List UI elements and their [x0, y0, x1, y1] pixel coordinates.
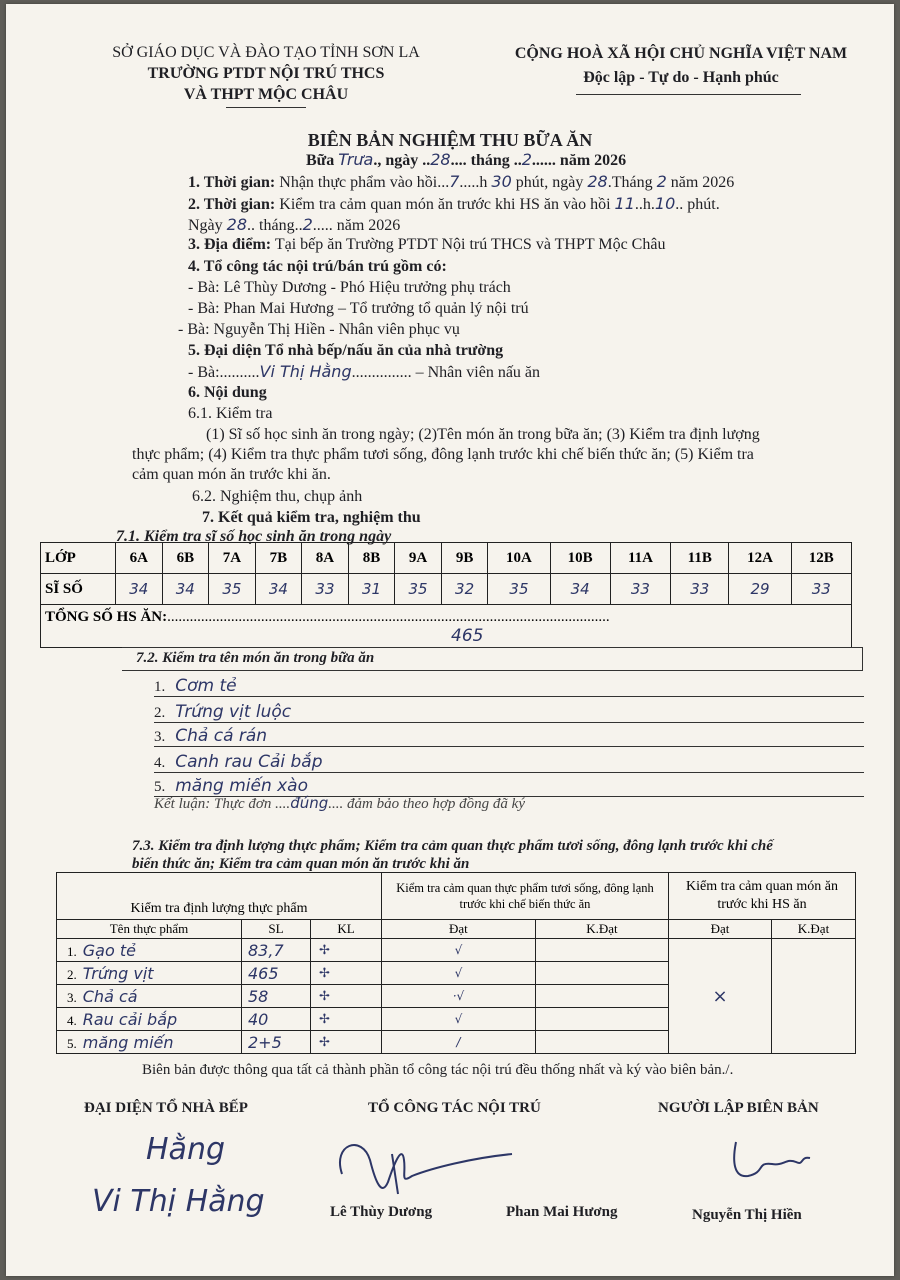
food-quantity: 465	[242, 962, 311, 985]
class-row-label: LỚP	[41, 543, 116, 574]
section-6-p3: cảm quan món ăn trước khi ăn.	[132, 466, 331, 483]
kitchen-rep-prefix: - Bà:..........	[188, 364, 260, 381]
col-name: Tên thực phẩm	[57, 920, 242, 939]
food-number: 5.	[67, 1035, 77, 1051]
dish-number: 2.	[154, 705, 166, 721]
food-weight-mark: ✢	[311, 1031, 382, 1054]
section-6-p2: thực phẩm; (4) Kiểm tra thực phẩm tươi sống, đông lạnh trước khi chế biến thức ăn; (5) Kiểm tra	[132, 446, 754, 463]
class-cell: 12A	[729, 543, 791, 574]
section-1-h: .....h	[459, 174, 492, 191]
food-number: 1.	[67, 943, 77, 959]
food-number: 3.	[67, 989, 77, 1005]
member-1: - Bà: Lê Thùy Dương - Phó Hiệu trưởng phụ trách	[188, 279, 511, 296]
food-quantity: 40	[242, 1008, 311, 1031]
class-cell: 11A	[610, 543, 670, 574]
dish-item	[154, 676, 864, 697]
food-quantity: 83,7	[242, 939, 311, 962]
section-3-label: 3. Địa điểm:	[188, 236, 272, 253]
fresh-fail-mark	[535, 985, 668, 1008]
subtitle-day: 28	[430, 150, 451, 169]
doc-title: BIÊN BẢN NGHIỆM THU BỮA ĂN	[307, 130, 593, 150]
class-cell: 9A	[395, 543, 442, 574]
conclusion-suffix: .... đảm bảo theo hợp đồng đã ký	[328, 796, 525, 812]
dish-item	[154, 752, 864, 773]
food-number: 4.	[67, 1012, 77, 1028]
class-cell: 10B	[550, 543, 610, 574]
motto: Độc lập - Tự do - Hạnh phúc	[583, 69, 779, 86]
food-name-cell	[57, 962, 242, 985]
count-cell: 33	[610, 574, 670, 605]
section-2-h: ..h.	[634, 196, 655, 213]
col-pass-2: Đạt	[669, 920, 772, 939]
dish-name: Chả cá rán	[175, 726, 268, 746]
count-cell: 33	[302, 574, 349, 605]
food-number: 2.	[67, 966, 77, 982]
food-weight-mark: ✢	[311, 962, 382, 985]
food-name: Trứng vịt	[82, 963, 154, 983]
fresh-fail-mark	[535, 1031, 668, 1054]
section-6-2: 6.2. Nghiệm thu, chụp ảnh	[192, 488, 363, 505]
fresh-pass-mark: √	[382, 962, 536, 985]
cooked-pass-mark: ×	[669, 939, 772, 1054]
section-6-p1: (1) Sĩ số học sinh ăn trong ngày; (2)Tên món ăn trong bữa ăn; (3) Kiểm tra định lượng	[206, 426, 760, 443]
dish-number: 3.	[154, 729, 166, 745]
section-2-min-label: .. phút.	[675, 196, 720, 213]
class-cell: 8B	[348, 543, 395, 574]
fresh-pass-mark: /	[382, 1031, 536, 1054]
receive-month: 2	[656, 172, 667, 191]
author-sig-title: NGƯỜI LẬP BIÊN BẢN	[658, 1100, 819, 1116]
meal-prefix: Bữa	[306, 152, 335, 169]
approval-note: Biên bản được thông qua tất cả thành phần tổ công tác nội trú đều thống nhất và ký vào biên bản./.	[142, 1062, 734, 1078]
class-row	[41, 543, 852, 574]
dish-name: măng miến xào	[175, 776, 308, 796]
check-hour: 11	[614, 194, 635, 213]
section-2-month-label: .. tháng..	[247, 217, 303, 234]
count-cell: 34	[255, 574, 302, 605]
dish-name: Canh rau Cải bắp	[175, 752, 323, 772]
class-cell: 12B	[791, 543, 851, 574]
food-name-cell	[57, 1008, 242, 1031]
food-name: Rau cải bắp	[82, 1009, 178, 1029]
republic-name: CỘNG HOÀ XÃ HỘI CHỦ NGHĨA VIỆT NAM	[514, 45, 848, 62]
count-cell: 35	[209, 574, 256, 605]
dish-number: 4.	[154, 755, 166, 771]
food-name-cell	[57, 939, 242, 962]
quality-header	[57, 873, 856, 920]
quality-subheader	[57, 920, 856, 939]
motto-underline	[576, 94, 801, 95]
col-sl: SL	[242, 920, 311, 939]
kitchen-sig-title: ĐẠI DIỆN TỔ NHÀ BẾP	[84, 1100, 248, 1116]
section-1-day-label: phút, ngày	[511, 174, 588, 191]
section-2-year: ..... năm 2026	[312, 217, 401, 234]
section-6-1: 6.1. Kiểm tra	[188, 405, 273, 422]
header-right	[486, 42, 876, 90]
header-left	[106, 42, 426, 105]
food-name: Gạo tẻ	[82, 940, 136, 960]
count-cell: 32	[441, 574, 488, 605]
count-cell: 33	[671, 574, 729, 605]
section-7-2: 7.2. Kiểm tra tên món ăn trong bữa ăn	[136, 650, 375, 666]
section-2	[188, 194, 720, 214]
count-cell: 35	[395, 574, 442, 605]
food-quantity: 2+5	[242, 1031, 311, 1054]
section-1-label: 1. Thời gian:	[188, 174, 276, 191]
kitchen-rep	[188, 362, 540, 382]
quality-table	[56, 872, 856, 1054]
food-name-cell	[57, 1031, 242, 1054]
count-row-label: SĨ SỐ	[41, 574, 116, 605]
receive-minute: 30	[491, 172, 512, 191]
school-name-line2: VÀ THPT MỘC CHÂU	[183, 86, 349, 103]
section-1-text: Nhận thực phẩm vào hồi...	[275, 174, 450, 191]
section-7-label: 7. Kết quả kiểm tra, nghiệm thu	[202, 509, 421, 526]
class-cell: 6A	[116, 543, 163, 574]
fresh-fail-mark	[535, 939, 668, 962]
count-cell: 34	[162, 574, 209, 605]
department-name: SỞ GIÁO DỤC VÀ ĐÀO TẠO TỈNH SƠN LA	[112, 44, 420, 61]
member-3: - Bà: Nguyễn Thị Hiền - Nhân viên phục vụ	[178, 321, 460, 338]
section-2-day-label: Ngày	[188, 217, 227, 234]
team-signature-mark	[322, 1124, 522, 1204]
cooked-fail-mark	[772, 939, 856, 1054]
fresh-pass-mark: √	[382, 939, 536, 962]
check-minute: 10	[654, 194, 676, 213]
col-fail-2: K.Đạt	[772, 920, 856, 939]
header-left-underline	[226, 107, 306, 108]
col-kl: KL	[311, 920, 382, 939]
food-name: Chả cá	[82, 986, 138, 1006]
conclusion-prefix: Kết luận: Thực đơn ....	[154, 796, 291, 812]
dish-item	[154, 726, 864, 747]
kitchen-signature: Hằng	[146, 1132, 225, 1167]
header-cooked: Kiểm tra cảm quan món ăn trước khi HS ăn	[669, 873, 856, 920]
section-1-month-label: .Tháng	[607, 174, 657, 191]
col-pass: Đạt	[382, 920, 536, 939]
food-weight-mark: ✢	[311, 939, 382, 962]
check-month: 2	[302, 215, 313, 234]
class-cell: 9B	[441, 543, 488, 574]
doc-subtitle	[306, 150, 626, 170]
section-7-1: 7.1. Kiểm tra sĩ số học sinh ăn trong ngày	[116, 528, 392, 545]
count-cell: 31	[348, 574, 395, 605]
total-cell	[41, 605, 852, 648]
food-weight-mark: ✢	[311, 985, 382, 1008]
subtitle-day-label: ., ngày ..	[373, 152, 431, 169]
header-fresh: Kiểm tra cảm quan thực phẩm tươi sống, đông lạnh trước khi chế biến thức ăn	[382, 873, 669, 920]
school-name-line1: TRƯỜNG PTDT NỘI TRÚ THCS	[147, 65, 385, 82]
menu-conclusion	[154, 794, 525, 813]
food-quantity: 58	[242, 985, 311, 1008]
class-cell: 6B	[162, 543, 209, 574]
class-cell: 11B	[671, 543, 729, 574]
document-page	[6, 4, 894, 1276]
receive-day: 28	[587, 172, 608, 191]
section-3	[188, 236, 665, 254]
class-cell: 7B	[255, 543, 302, 574]
dish-number: 1.	[154, 679, 166, 695]
author-signature-mark	[726, 1132, 846, 1192]
team-member-name-2: Phan Mai Hương	[506, 1204, 618, 1220]
total-row	[41, 605, 852, 648]
location-text: Tại bếp ăn Trường PTDT Nội trú THCS và THPT Mộc Châu	[271, 236, 666, 253]
kitchen-rep-name: Vi Thị Hằng	[259, 362, 352, 381]
author-name: Nguyễn Thị Hiền	[692, 1207, 802, 1223]
class-cell: 10A	[488, 543, 550, 574]
fresh-pass-mark: ·√	[382, 985, 536, 1008]
section-1	[188, 172, 734, 192]
team-member-name-1: Lê Thùy Dương	[330, 1204, 433, 1220]
class-cell: 8A	[302, 543, 349, 574]
team-sig-title: TỔ CÔNG TÁC NỘI TRÚ	[368, 1100, 541, 1116]
header-quantity: Kiểm tra định lượng thực phẩm	[57, 873, 382, 920]
section-2-label: 2. Thời gian:	[188, 196, 276, 213]
fresh-fail-mark	[535, 1008, 668, 1031]
section-2-date	[188, 215, 400, 235]
subtitle-month: 2	[521, 150, 532, 169]
count-cell: 33	[791, 574, 851, 605]
section-2-text: Kiểm tra cảm quan món ăn trước khi HS ăn vào hồi	[275, 196, 615, 213]
count-cell: 34	[550, 574, 610, 605]
section-7-3-line2: biến thức ăn; Kiểm tra cảm quan món ăn trước khi ăn	[132, 856, 470, 872]
count-row	[41, 574, 852, 605]
section-6-label: 6. Nội dung	[188, 384, 267, 401]
col-fail: K.Đạt	[535, 920, 668, 939]
section-5-label: 5. Đại diện Tổ nhà bếp/nấu ăn của nhà trường	[188, 342, 504, 359]
class-cell: 7A	[209, 543, 256, 574]
food-name-cell	[57, 985, 242, 1008]
section-7-3-line1: 7.3. Kiểm tra định lượng thực phẩm; Kiểm tra cảm quan thực phẩm tươi sống, đông lạnh trước khi chế	[132, 838, 773, 854]
section-4-label: 4. Tổ công tác nội trú/bán trú gồm có:	[188, 258, 447, 275]
section-1-year: năm 2026	[666, 174, 735, 191]
dish-item	[154, 702, 864, 723]
kitchen-rep-signed-name: Vi Thị Hằng	[92, 1184, 265, 1219]
total-dots: ......................................................................................................................	[167, 609, 610, 625]
fresh-pass-mark: √	[382, 1008, 536, 1031]
total-label: TỔNG SỐ HS ĂN:	[45, 609, 168, 625]
food-weight-mark: ✢	[311, 1008, 382, 1031]
dish-number: 5.	[154, 779, 166, 795]
check-day: 28	[226, 215, 248, 234]
subtitle-year: ...... năm 2026	[531, 152, 627, 169]
count-cell: 35	[488, 574, 550, 605]
receive-hour: 7	[449, 172, 460, 191]
food-name: măng miến	[82, 1032, 174, 1052]
meal-value: Trưa	[338, 150, 374, 169]
class-count-table	[40, 542, 852, 648]
dish-name: Cơm tẻ	[175, 676, 237, 696]
dish-name: Trứng vịt luộc	[175, 702, 292, 722]
subtitle-month-label: .... tháng ..	[450, 152, 522, 169]
member-2: - Bà: Phan Mai Hương – Tổ trưởng tổ quản lý nội trú	[188, 300, 529, 317]
count-cell: 34	[116, 574, 163, 605]
kitchen-rep-role: ............... – Nhân viên nấu ăn	[351, 364, 541, 381]
count-cell: 29	[729, 574, 791, 605]
total-value: 465	[451, 626, 484, 646]
quality-row	[57, 939, 856, 962]
fresh-fail-mark	[535, 962, 668, 985]
conclusion-mark: đúng	[290, 794, 329, 812]
